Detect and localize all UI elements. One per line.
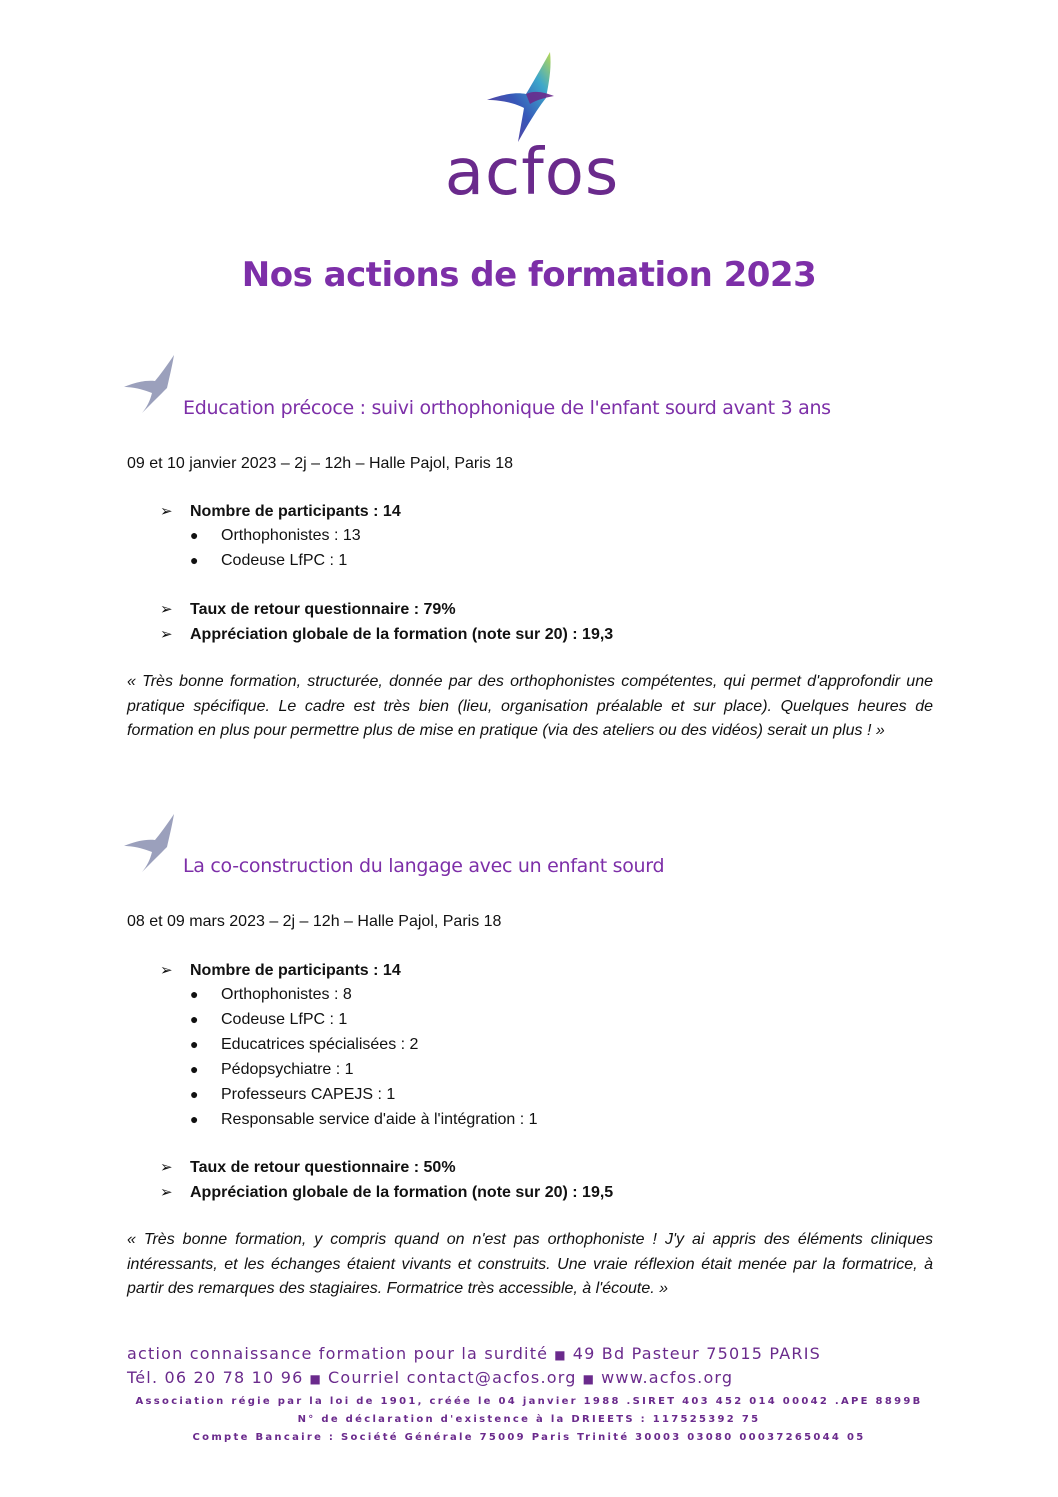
arrow-icon: ➢ — [160, 1159, 173, 1176]
section-title: Education précoce : suivi orthophonique de l'enfant sourd avant 3 ans — [183, 397, 831, 419]
bullet-icon: ● — [190, 527, 199, 543]
logo-text: acfos — [444, 136, 620, 210]
bullet-icon: ● — [190, 1011, 199, 1027]
footer-declaration-line: N° de déclaration d'existence à la DRIEETS : 117525392 75 — [297, 1414, 761, 1425]
arrow-icon: ➢ — [160, 626, 173, 643]
response-rate: ➢ Taux de retour questionnaire : 79% — [160, 601, 456, 618]
footer-bank-line: Compte Bancaire : Société Générale 75009 Paris Trinité 30003 03080 00037265044 05 — [192, 1432, 866, 1443]
bullet-icon: ● — [190, 986, 199, 1002]
list-item: ● Orthophonistes : 13 — [190, 527, 361, 544]
separator-icon: ■ — [309, 1372, 323, 1386]
section-title: La co-construction du langage avec un enfant sourd — [183, 855, 665, 877]
bird-icon — [122, 353, 184, 415]
participants-heading: ➢ Nombre de participants : 14 — [160, 503, 401, 520]
separator-icon: ■ — [554, 1348, 567, 1362]
arrow-icon: ➢ — [160, 503, 173, 520]
list-item: ● Responsable service d'aide à l'intégration : 1 — [190, 1111, 538, 1128]
overall-rating: ➢ Appréciation globale de la formation (note sur 20) : 19,3 — [160, 626, 614, 643]
acfos-logo — [432, 50, 632, 210]
list-item: ● Educatrices spécialisées : 2 — [190, 1036, 419, 1053]
response-rate: ➢ Taux de retour questionnaire : 50% — [160, 1159, 456, 1176]
acfos-bird-logo-icon — [482, 50, 582, 145]
footer-contact-line — [127, 1368, 733, 1387]
arrow-icon: ➢ — [160, 601, 173, 618]
bullet-icon: ● — [190, 1086, 199, 1102]
participants-heading: ➢ Nombre de participants : 14 — [160, 962, 401, 979]
footer-address-line: action connaissance formation pour la surdité ■ 49 Bd Pasteur 75015 PARIS — [127, 1344, 821, 1363]
bullet-icon: ● — [190, 1111, 199, 1127]
overall-rating: ➢ Appréciation globale de la formation (note sur 20) : 19,5 — [160, 1184, 614, 1201]
testimonial-quote: « Très bonne formation, structurée, donnée par des orthophonistes compétentes, qui permet d'approfondir une pratique spécifique. Le cadre est très bien (lieu, organisation préalable et sur place). Quelques heures de formation en plus pour permettre plus de mise en pratique (via des ateliers ou des vidéos) serait un plus ! » — [127, 673, 933, 739]
list-item: ● Codeuse LfPC : 1 — [190, 552, 348, 569]
bird-icon — [122, 812, 184, 874]
list-item: ● Pédopsychiatre : 1 — [190, 1061, 354, 1078]
bullet-icon: ● — [190, 1061, 199, 1077]
bullet-icon: ● — [190, 552, 199, 568]
footer-email[interactable]: Courriel contact@acfos.org — [328, 1368, 577, 1387]
page-title: Nos actions de formation 2023 — [241, 255, 817, 295]
list-item: ● Codeuse LfPC : 1 — [190, 1011, 348, 1028]
separator-icon: ■ — [582, 1372, 596, 1386]
footer-legal-line: Association régie par la loi de 1901, créée le 04 janvier 1988 .SIRET 403 452 014 00042 .APE 8899B — [135, 1396, 923, 1407]
footer-phone: Tél. 06 20 78 10 96 — [127, 1368, 304, 1387]
list-item: ● Orthophonistes : 8 — [190, 986, 352, 1003]
list-item: ● Professeurs CAPEJS : 1 — [190, 1086, 396, 1103]
section-date: 09 et 10 janvier 2023 – 2j – 12h – Halle Pajol, Paris 18 — [127, 455, 514, 472]
arrow-icon: ➢ — [160, 962, 173, 979]
section-date: 08 et 09 mars 2023 – 2j – 12h – Halle Pajol, Paris 18 — [127, 913, 502, 930]
testimonial-quote: « Très bonne formation, y compris quand on n'est pas orthophoniste ! J'y ai appris des éléments cliniques intéressants, et les échanges étaient vivants et construits. Une vraie réflexion était menée par la formatrice, à partir des remarques des stagiaires. Formatrice très accessible, à l'écoute. » — [127, 1231, 933, 1297]
bullet-icon: ● — [190, 1036, 199, 1052]
arrow-icon: ➢ — [160, 1184, 173, 1201]
footer-website-link[interactable]: www.acfos.org — [601, 1368, 734, 1387]
